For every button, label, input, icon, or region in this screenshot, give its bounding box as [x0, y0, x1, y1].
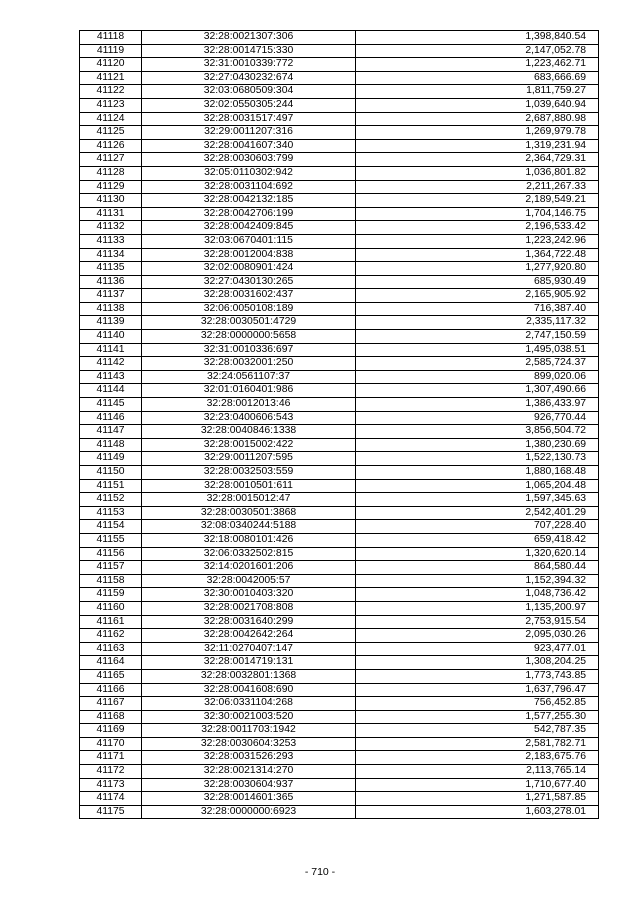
amount-cell: 1,811,759.27 [356, 85, 599, 99]
record-number-cell: 41165 [80, 669, 142, 683]
amount-cell: 1,637,796.47 [356, 683, 599, 697]
amount-cell: 1,704,146.75 [356, 207, 599, 221]
record-number-cell: 41122 [80, 85, 142, 99]
cadastral-number-cell: 32:28:0014719:131 [142, 656, 356, 670]
record-number-cell: 41119 [80, 44, 142, 58]
table-row [80, 533, 599, 547]
cadastral-number-cell: 32:23:0400606:543 [142, 411, 356, 425]
amount-cell: 864,580.44 [356, 561, 599, 575]
record-number-cell: 41175 [80, 805, 142, 819]
cadastral-number-cell: 32:28:0032801:1368 [142, 669, 356, 683]
record-number-cell: 41134 [80, 248, 142, 262]
cadastral-number-cell: 32:05:0110302:942 [142, 166, 356, 180]
cadastral-number-cell: 32:28:0012004:838 [142, 248, 356, 262]
cadastral-number-cell: 32:28:0021307:306 [142, 31, 356, 45]
record-number-cell: 41125 [80, 126, 142, 140]
record-number-cell: 41159 [80, 588, 142, 602]
amount-cell: 707,228.40 [356, 520, 599, 534]
cadastral-number-cell: 32:29:0011207:316 [142, 126, 356, 140]
cadastral-number-cell: 32:28:0042706:199 [142, 207, 356, 221]
record-number-cell: 41141 [80, 343, 142, 357]
table-row [80, 656, 599, 670]
page-number: - 710 - [304, 866, 336, 878]
cadastral-number-cell: 32:28:0000000:6923 [142, 805, 356, 819]
table-row [80, 710, 599, 724]
table-row [80, 751, 599, 765]
table-row [80, 166, 599, 180]
record-number-cell: 41137 [80, 289, 142, 303]
amount-cell: 542,787.35 [356, 724, 599, 738]
record-number-cell: 41173 [80, 778, 142, 792]
table-row [80, 58, 599, 72]
cadastral-number-cell: 32:27:0430130:265 [142, 275, 356, 289]
record-number-cell: 41136 [80, 275, 142, 289]
cadastral-number-cell: 32:30:0010403:320 [142, 588, 356, 602]
cadastral-number-cell: 32:28:0015002:422 [142, 438, 356, 452]
record-number-cell: 41157 [80, 561, 142, 575]
records-table [79, 30, 599, 819]
record-number-cell: 41142 [80, 357, 142, 371]
record-number-cell: 41154 [80, 520, 142, 534]
cadastral-number-cell: 32:30:0021003:520 [142, 710, 356, 724]
amount-cell: 2,165,905.92 [356, 289, 599, 303]
amount-cell: 2,196,533.42 [356, 221, 599, 235]
amount-cell: 2,747,150.59 [356, 330, 599, 344]
cadastral-number-cell: 32:28:0030604:937 [142, 778, 356, 792]
table-row [80, 601, 599, 615]
table-row [80, 221, 599, 235]
record-number-cell: 41152 [80, 493, 142, 507]
table-row [80, 262, 599, 276]
cadastral-number-cell: 32:28:0042642:264 [142, 629, 356, 643]
table-row [80, 642, 599, 656]
table-row [80, 343, 599, 357]
amount-cell: 1,522,130.73 [356, 452, 599, 466]
record-number-cell: 41166 [80, 683, 142, 697]
record-number-cell: 41171 [80, 751, 142, 765]
record-number-cell: 41138 [80, 302, 142, 316]
record-number-cell: 41172 [80, 765, 142, 779]
amount-cell: 2,147,052.78 [356, 44, 599, 58]
table-row [80, 493, 599, 507]
record-number-cell: 41146 [80, 411, 142, 425]
table-row [80, 139, 599, 153]
cadastral-number-cell: 32:28:0000000:5658 [142, 330, 356, 344]
table-row [80, 153, 599, 167]
table-row [80, 98, 599, 112]
table-row [80, 425, 599, 439]
amount-cell: 1,495,038.51 [356, 343, 599, 357]
amount-cell: 685,930.49 [356, 275, 599, 289]
record-number-cell: 41144 [80, 384, 142, 398]
record-number-cell: 41163 [80, 642, 142, 656]
cadastral-number-cell: 32:02:0550305:244 [142, 98, 356, 112]
cadastral-number-cell: 32:28:0021708:808 [142, 601, 356, 615]
amount-cell: 2,183,675.76 [356, 751, 599, 765]
amount-cell: 2,189,549.21 [356, 194, 599, 208]
cadastral-number-cell: 32:28:0031602:437 [142, 289, 356, 303]
record-number-cell: 41164 [80, 656, 142, 670]
record-number-cell: 41156 [80, 547, 142, 561]
record-number-cell: 41153 [80, 506, 142, 520]
table-row [80, 370, 599, 384]
table-row [80, 466, 599, 480]
table-row [80, 778, 599, 792]
record-number-cell: 41120 [80, 58, 142, 72]
cadastral-number-cell: 32:28:0041608:690 [142, 683, 356, 697]
cadastral-number-cell: 32:28:0012013:46 [142, 398, 356, 412]
table-row [80, 194, 599, 208]
amount-cell: 1,319,231.94 [356, 139, 599, 153]
amount-cell: 899,020.06 [356, 370, 599, 384]
table-row [80, 302, 599, 316]
cadastral-number-cell: 32:31:0010336:697 [142, 343, 356, 357]
table-row [80, 683, 599, 697]
amount-cell: 2,542,401.29 [356, 506, 599, 520]
record-number-cell: 41123 [80, 98, 142, 112]
record-number-cell: 41158 [80, 574, 142, 588]
table-row [80, 330, 599, 344]
amount-cell: 1,036,801.82 [356, 166, 599, 180]
record-number-cell: 41148 [80, 438, 142, 452]
records-table-body [80, 31, 599, 819]
record-number-cell: 41130 [80, 194, 142, 208]
table-row [80, 126, 599, 140]
amount-cell: 3,856,504.72 [356, 425, 599, 439]
record-number-cell: 41133 [80, 234, 142, 248]
cadastral-number-cell: 32:28:0042132:185 [142, 194, 356, 208]
amount-cell: 756,452.85 [356, 697, 599, 711]
record-number-cell: 41140 [80, 330, 142, 344]
cadastral-number-cell: 32:28:0030603:799 [142, 153, 356, 167]
amount-cell: 1,308,204.25 [356, 656, 599, 670]
amount-cell: 923,477.01 [356, 642, 599, 656]
table-row [80, 71, 599, 85]
record-number-cell: 41129 [80, 180, 142, 194]
amount-cell: 659,418.42 [356, 533, 599, 547]
record-number-cell: 41135 [80, 262, 142, 276]
amount-cell: 926,770.44 [356, 411, 599, 425]
amount-cell: 1,597,345.63 [356, 493, 599, 507]
table-row [80, 561, 599, 575]
amount-cell: 1,271,587.85 [356, 792, 599, 806]
record-number-cell: 41143 [80, 370, 142, 384]
table-row [80, 574, 599, 588]
table-row [80, 248, 599, 262]
table-row [80, 316, 599, 330]
amount-cell: 1,364,722.48 [356, 248, 599, 262]
record-number-cell: 41128 [80, 166, 142, 180]
table-row [80, 588, 599, 602]
amount-cell: 1,269,979.78 [356, 126, 599, 140]
cadastral-number-cell: 32:28:0040846:1338 [142, 425, 356, 439]
cadastral-number-cell: 32:28:0015012:47 [142, 493, 356, 507]
table-row [80, 207, 599, 221]
record-number-cell: 41174 [80, 792, 142, 806]
amount-cell: 716,387.40 [356, 302, 599, 316]
table-row [80, 506, 599, 520]
record-number-cell: 41132 [80, 221, 142, 235]
table-row [80, 234, 599, 248]
amount-cell: 1,039,640.94 [356, 98, 599, 112]
table-row [80, 724, 599, 738]
amount-cell: 1,773,743.85 [356, 669, 599, 683]
amount-cell: 2,687,880.98 [356, 112, 599, 126]
cadastral-number-cell: 32:28:0031526:293 [142, 751, 356, 765]
record-number-cell: 41151 [80, 479, 142, 493]
cadastral-number-cell: 32:29:0011207:595 [142, 452, 356, 466]
table-row [80, 697, 599, 711]
table-row [80, 805, 599, 819]
cadastral-number-cell: 32:28:0010501:611 [142, 479, 356, 493]
cadastral-number-cell: 32:28:0030604:3253 [142, 737, 356, 751]
cadastral-number-cell: 32:06:0332502:815 [142, 547, 356, 561]
amount-cell: 1,710,677.40 [356, 778, 599, 792]
amount-cell: 1,307,490.66 [356, 384, 599, 398]
record-number-cell: 41118 [80, 31, 142, 45]
amount-cell: 1,223,462.71 [356, 58, 599, 72]
table-row [80, 411, 599, 425]
cadastral-number-cell: 32:01:0160401:986 [142, 384, 356, 398]
amount-cell: 1,577,255.30 [356, 710, 599, 724]
record-number-cell: 41168 [80, 710, 142, 724]
cadastral-number-cell: 32:28:0014715:330 [142, 44, 356, 58]
record-number-cell: 41169 [80, 724, 142, 738]
amount-cell: 1,880,168.48 [356, 466, 599, 480]
amount-cell: 1,380,230.69 [356, 438, 599, 452]
amount-cell: 1,320,620.14 [356, 547, 599, 561]
table-row [80, 357, 599, 371]
amount-cell: 1,223,242.96 [356, 234, 599, 248]
cadastral-number-cell: 32:08:0340244:5188 [142, 520, 356, 534]
amount-cell: 1,135,200.97 [356, 601, 599, 615]
table-row [80, 85, 599, 99]
record-number-cell: 41124 [80, 112, 142, 126]
table-row [80, 180, 599, 194]
record-number-cell: 41145 [80, 398, 142, 412]
amount-cell: 1,048,736.42 [356, 588, 599, 602]
record-number-cell: 41162 [80, 629, 142, 643]
table-row [80, 438, 599, 452]
cadastral-number-cell: 32:14:0201601:206 [142, 561, 356, 575]
record-number-cell: 41127 [80, 153, 142, 167]
cadastral-number-cell: 32:28:0031640:299 [142, 615, 356, 629]
record-number-cell: 41170 [80, 737, 142, 751]
record-number-cell: 41160 [80, 601, 142, 615]
table-row [80, 737, 599, 751]
cadastral-number-cell: 32:28:0030501:4729 [142, 316, 356, 330]
table-row [80, 112, 599, 126]
cadastral-number-cell: 32:03:0670401:115 [142, 234, 356, 248]
table-row [80, 275, 599, 289]
table-row [80, 765, 599, 779]
cadastral-number-cell: 32:06:0331104:268 [142, 697, 356, 711]
amount-cell: 683,666.69 [356, 71, 599, 85]
record-number-cell: 41131 [80, 207, 142, 221]
table-row [80, 669, 599, 683]
amount-cell: 1,386,433.97 [356, 398, 599, 412]
amount-cell: 2,335,117.32 [356, 316, 599, 330]
cadastral-number-cell: 32:11:0270407:147 [142, 642, 356, 656]
cadastral-number-cell: 32:28:0014601:365 [142, 792, 356, 806]
table-row [80, 289, 599, 303]
amount-cell: 1,603,278.01 [356, 805, 599, 819]
cadastral-number-cell: 32:28:0031517:497 [142, 112, 356, 126]
cadastral-number-cell: 32:28:0041607:340 [142, 139, 356, 153]
amount-cell: 2,364,729.31 [356, 153, 599, 167]
table-row [80, 452, 599, 466]
record-number-cell: 41126 [80, 139, 142, 153]
table-row [80, 398, 599, 412]
amount-cell: 1,152,394.32 [356, 574, 599, 588]
record-number-cell: 41121 [80, 71, 142, 85]
amount-cell: 2,113,765.14 [356, 765, 599, 779]
cadastral-number-cell: 32:28:0011703:1942 [142, 724, 356, 738]
table-row [80, 44, 599, 58]
amount-cell: 1,277,920.80 [356, 262, 599, 276]
table-row [80, 479, 599, 493]
amount-cell: 2,095,030.26 [356, 629, 599, 643]
record-number-cell: 41150 [80, 466, 142, 480]
record-number-cell: 41155 [80, 533, 142, 547]
amount-cell: 2,585,724.37 [356, 357, 599, 371]
cadastral-number-cell: 32:28:0021314:270 [142, 765, 356, 779]
amount-cell: 1,398,840.54 [356, 31, 599, 45]
amount-cell: 2,211,267.33 [356, 180, 599, 194]
record-number-cell: 41147 [80, 425, 142, 439]
table-row [80, 547, 599, 561]
cadastral-number-cell: 32:27:0430232:674 [142, 71, 356, 85]
cadastral-number-cell: 32:31:0010339:772 [142, 58, 356, 72]
table-row [80, 629, 599, 643]
record-number-cell: 41149 [80, 452, 142, 466]
record-number-cell: 41139 [80, 316, 142, 330]
cadastral-number-cell: 32:06:0050108:189 [142, 302, 356, 316]
cadastral-number-cell: 32:02:0080901:424 [142, 262, 356, 276]
amount-cell: 2,581,782.71 [356, 737, 599, 751]
cadastral-number-cell: 32:28:0032001:250 [142, 357, 356, 371]
record-number-cell: 41161 [80, 615, 142, 629]
table-row [80, 520, 599, 534]
cadastral-number-cell: 32:28:0031104:692 [142, 180, 356, 194]
cadastral-number-cell: 32:28:0032503:559 [142, 466, 356, 480]
amount-cell: 1,065,204.48 [356, 479, 599, 493]
cadastral-number-cell: 32:28:0042409:845 [142, 221, 356, 235]
table-row [80, 792, 599, 806]
table-row [80, 384, 599, 398]
cadastral-number-cell: 32:03:0680509:304 [142, 85, 356, 99]
amount-cell: 2,753,915.54 [356, 615, 599, 629]
cadastral-number-cell: 32:28:0042005:57 [142, 574, 356, 588]
cadastral-number-cell: 32:18:0080101:426 [142, 533, 356, 547]
table-row [80, 615, 599, 629]
cadastral-number-cell: 32:24:0561107:37 [142, 370, 356, 384]
table-row [80, 31, 599, 45]
record-number-cell: 41167 [80, 697, 142, 711]
cadastral-number-cell: 32:28:0030501:3868 [142, 506, 356, 520]
